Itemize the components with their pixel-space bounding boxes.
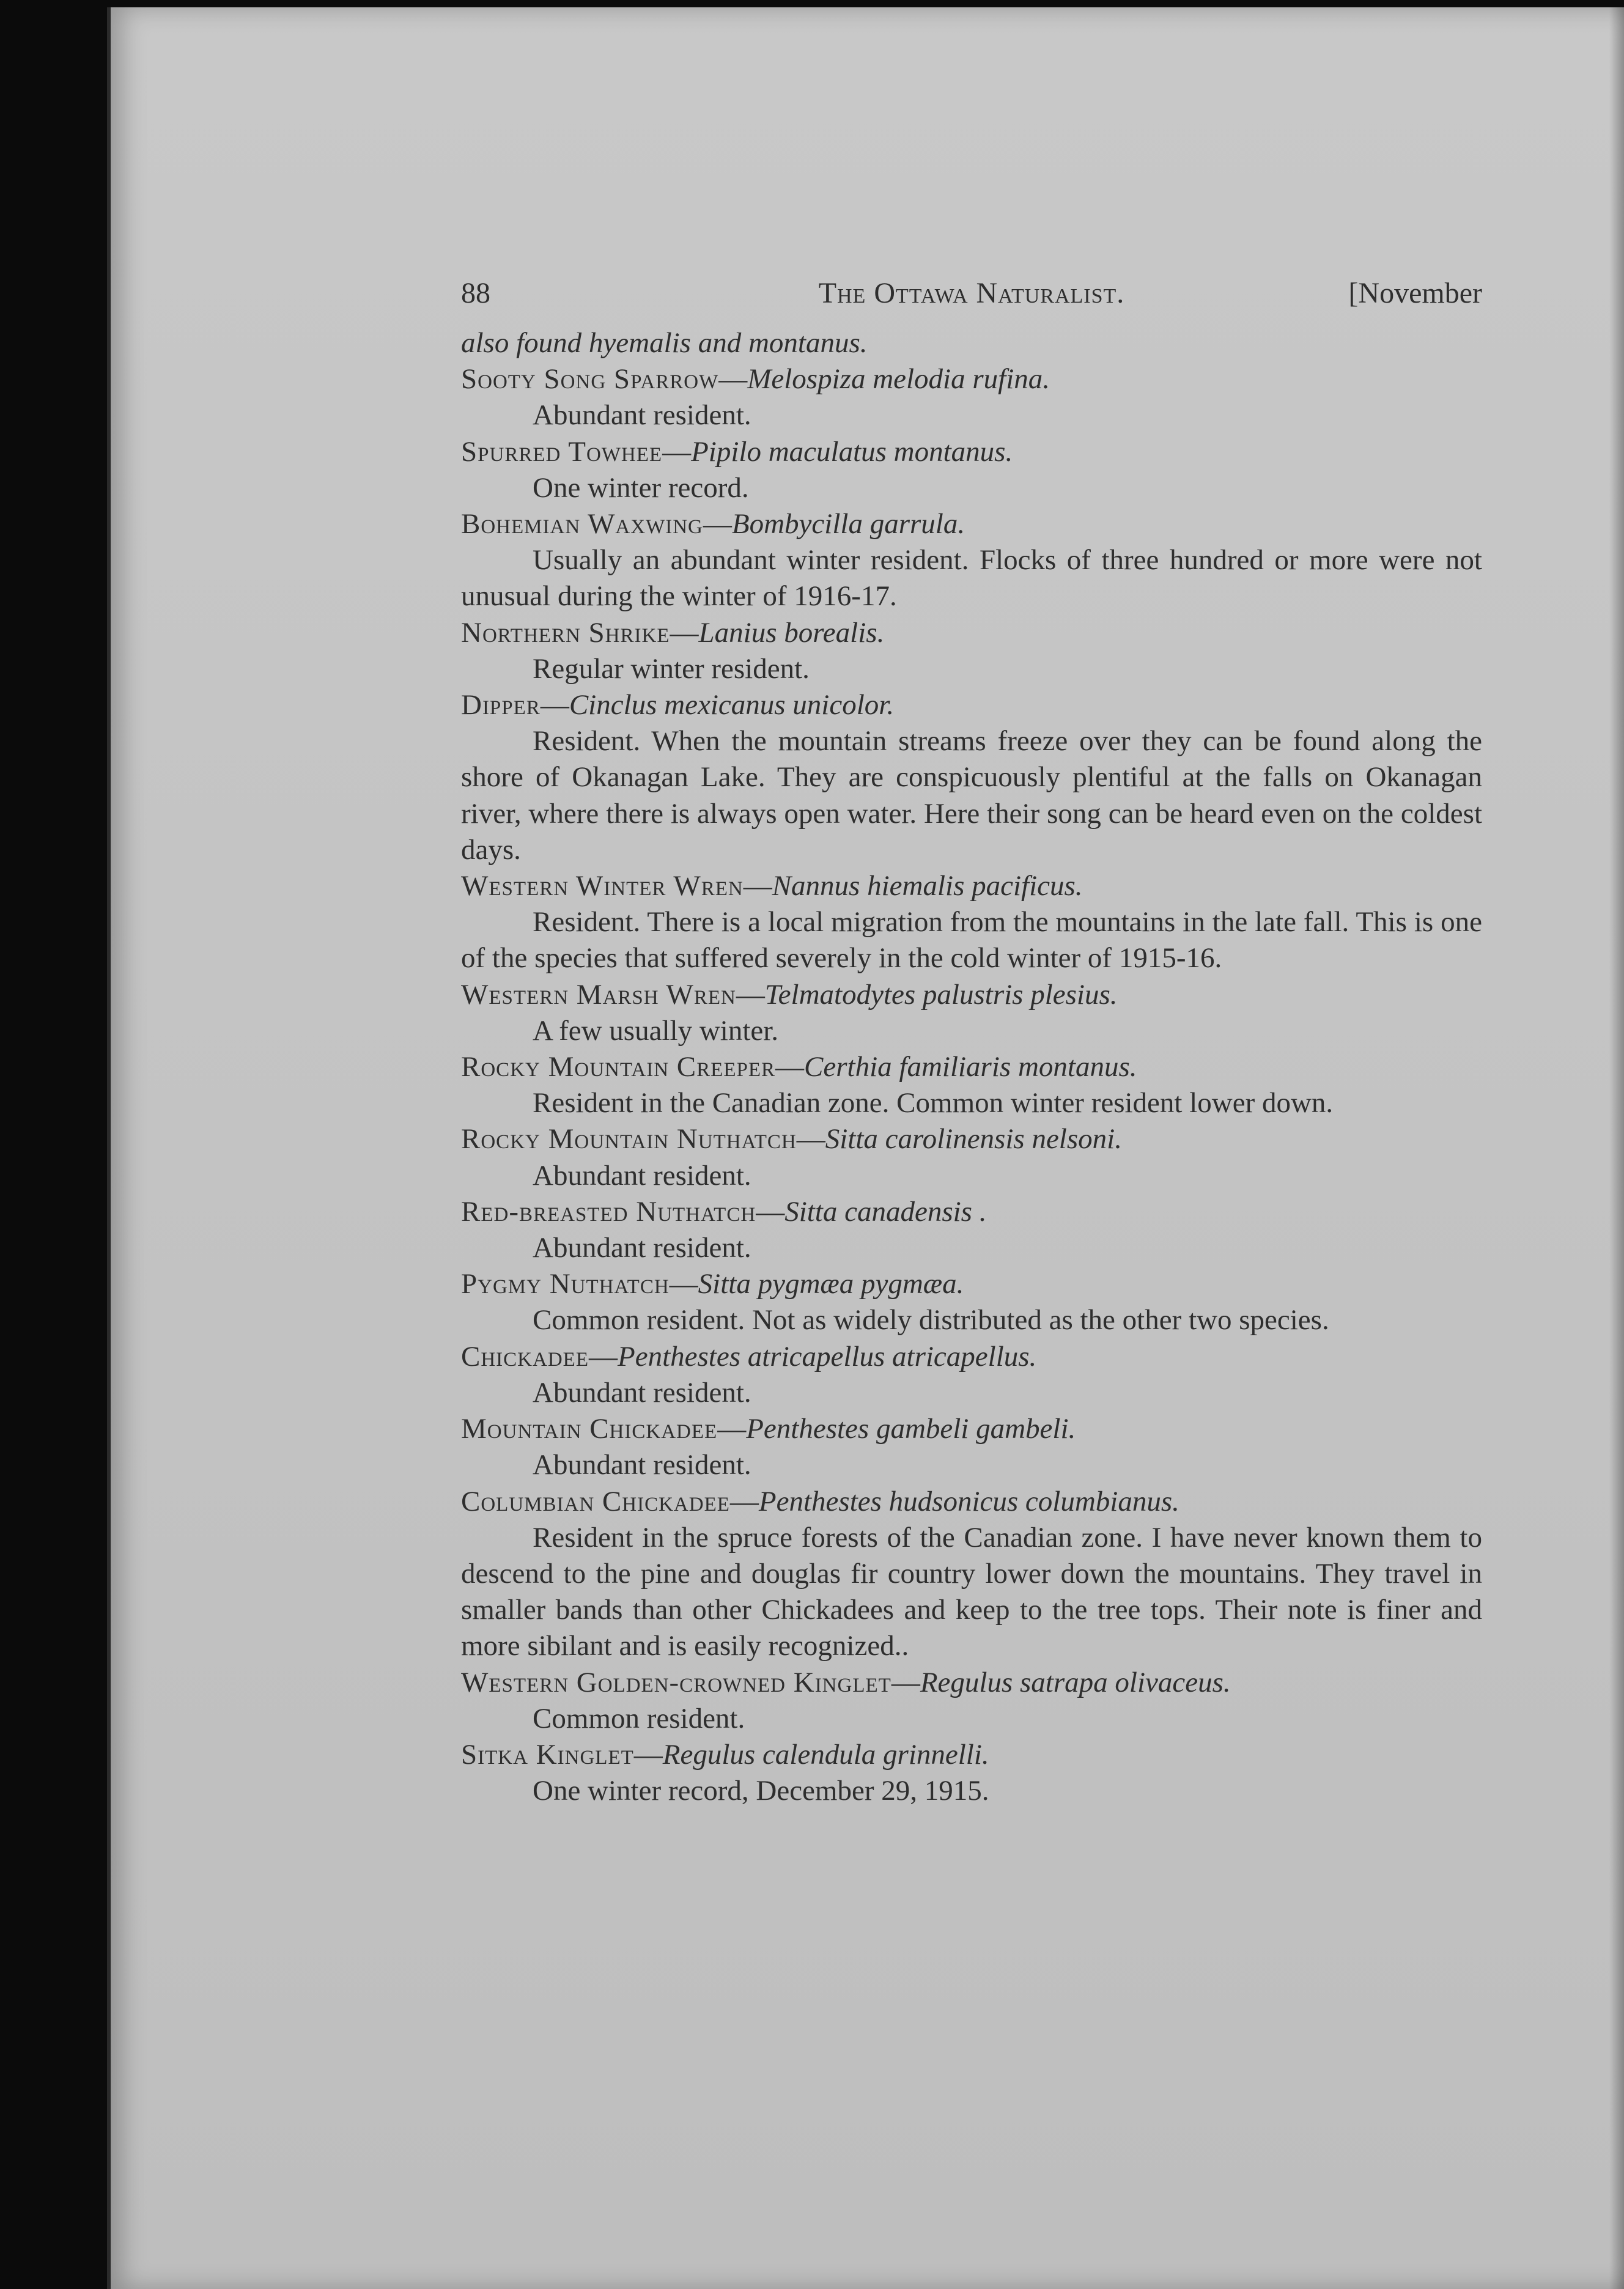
species-heading <box>461 687 1482 723</box>
continuation-line: also found hyemalis and montanus. <box>461 327 868 359</box>
common-name: Spurred Towhee <box>461 435 663 468</box>
common-name: Dipper <box>461 689 541 721</box>
species-note: Common resident. Not as widely distributed as the other two species. <box>533 1304 1329 1336</box>
scientific-name: Sitta carolinensis nelsoni. <box>825 1123 1122 1156</box>
common-name: Western Marsh Wren <box>461 978 736 1011</box>
common-name: Western Golden-crowned Kinglet <box>461 1666 891 1698</box>
species-heading <box>461 361 1482 397</box>
em-dash: — <box>540 689 569 721</box>
species-note: Resident. There is a local migration from the mountains in the late fall. This is one of the species that suffered severely in the cold winter of 1915-16. <box>461 906 1482 975</box>
scientific-name: Certhia familiaris montanus. <box>804 1051 1137 1083</box>
scientific-name: Lanius borealis. <box>698 616 885 649</box>
species-heading <box>461 1339 1482 1375</box>
em-dash: — <box>717 1413 747 1445</box>
em-dash: — <box>718 363 748 396</box>
em-dash: — <box>775 1051 805 1083</box>
scientific-name: Telmatodytes palustris plesius. <box>764 978 1118 1011</box>
page-edge-shadow <box>1609 7 1624 2289</box>
scientific-name: Penthestes hudsonicus columbianus. <box>758 1485 1179 1517</box>
em-dash: — <box>756 1195 785 1228</box>
common-name: Chickadee <box>461 1340 589 1373</box>
common-name: Sitka Kinglet <box>461 1738 634 1771</box>
species-note: Abundant resident. <box>533 399 751 432</box>
species-heading <box>461 1121 1482 1157</box>
species-heading <box>461 868 1482 904</box>
scientific-name: Pipilo maculatus montanus. <box>691 435 1013 468</box>
header-month: [November <box>1348 277 1482 309</box>
species-heading <box>461 1737 1482 1773</box>
species-note: Resident in the spruce forests of the Canadian zone. I have never known them to descend to the pine and douglas fir country lower down the mountains. They travel in smaller bands than other Chickadees and keep to the tree tops. Their note is finer and more sibilant and is easily recognized.. <box>461 1521 1482 1662</box>
common-name: Bohemian Waxwing <box>461 508 703 540</box>
species-heading <box>461 977 1482 1013</box>
common-name: Mountain Chickadee <box>461 1413 718 1445</box>
species-note: One winter record. <box>533 471 749 504</box>
species-heading <box>461 1484 1482 1520</box>
species-heading <box>461 615 1482 651</box>
scientific-name: Regulus calendula grinnelli. <box>662 1738 989 1771</box>
page-number: 88 <box>461 277 490 309</box>
em-dash: — <box>736 978 765 1011</box>
em-dash: — <box>669 1268 698 1300</box>
species-note: Abundant resident. <box>533 1159 751 1192</box>
em-dash: — <box>670 616 699 649</box>
em-dash: — <box>589 1340 618 1373</box>
em-dash: — <box>633 1738 663 1771</box>
book-page <box>107 7 1624 2289</box>
species-note: Regular winter resident. <box>533 652 810 685</box>
em-dash: — <box>729 1485 759 1517</box>
em-dash: — <box>796 1123 825 1156</box>
species-heading <box>461 434 1482 470</box>
em-dash: — <box>662 435 692 468</box>
common-name: Sooty Song Sparrow <box>461 363 719 396</box>
species-heading <box>461 1411 1482 1447</box>
text-block <box>461 270 1482 1809</box>
scientific-name: Cinclus mexicanus unicolor. <box>569 689 895 721</box>
em-dash: — <box>743 870 772 902</box>
scientific-name: Regulus satrapa olivaceus. <box>920 1666 1231 1698</box>
common-name: Columbian Chickadee <box>461 1485 730 1517</box>
species-note: Resident in the Canadian zone. Common winter resident lower down. <box>533 1087 1334 1119</box>
common-name: Northern Shrike <box>461 616 670 649</box>
em-dash: — <box>891 1666 920 1698</box>
common-name: Pygmy Nuthatch <box>461 1268 670 1300</box>
species-heading <box>461 1266 1482 1302</box>
species-note: Common resident. <box>533 1702 745 1734</box>
scientific-name: Sitta canadensis . <box>784 1195 987 1228</box>
journal-title: The Ottawa Naturalist. <box>818 277 1125 309</box>
common-name: Red-breasted Nuthatch <box>461 1195 756 1228</box>
species-note: Abundant resident. <box>533 1232 751 1264</box>
species-heading <box>461 1194 1482 1230</box>
scientific-name: Penthestes gambeli gambeli. <box>746 1413 1076 1445</box>
species-list <box>461 361 1482 1809</box>
species-note: Abundant resident. <box>533 1449 751 1481</box>
scientific-name: Sitta pygmæa pygmæa. <box>698 1268 964 1300</box>
species-note: One winter record, December 29, 1915. <box>533 1775 989 1807</box>
scientific-name: Penthestes atricapellus atricapellus. <box>618 1340 1037 1373</box>
common-name: Western Winter Wren <box>461 870 744 902</box>
em-dash: — <box>703 508 732 540</box>
species-heading <box>461 1665 1482 1701</box>
running-header <box>461 270 1482 325</box>
species-note: Resident. When the mountain streams freeze over they can be found along the shore of Okanagan Lake. They are conspicuously plentiful at the falls on Okanagan river, where there is always open water. Here their song can be heard even on the coldest days. <box>461 725 1482 866</box>
common-name: Rocky Mountain Creeper <box>461 1051 776 1083</box>
species-note: A few usually winter. <box>533 1014 779 1047</box>
scientific-name: Melospiza melodia rufina. <box>747 363 1050 396</box>
species-heading <box>461 506 1482 542</box>
species-heading <box>461 1049 1482 1085</box>
scientific-name: Nannus hiemalis pacificus. <box>772 870 1083 902</box>
species-note: Usually an abundant winter resident. Flocks of three hundred or more were not unusual during the winter of 1916-17. <box>461 544 1482 613</box>
common-name: Rocky Mountain Nuthatch <box>461 1123 797 1156</box>
scientific-name: Bombycilla garrula. <box>731 508 965 540</box>
species-note: Abundant resident. <box>533 1376 751 1409</box>
